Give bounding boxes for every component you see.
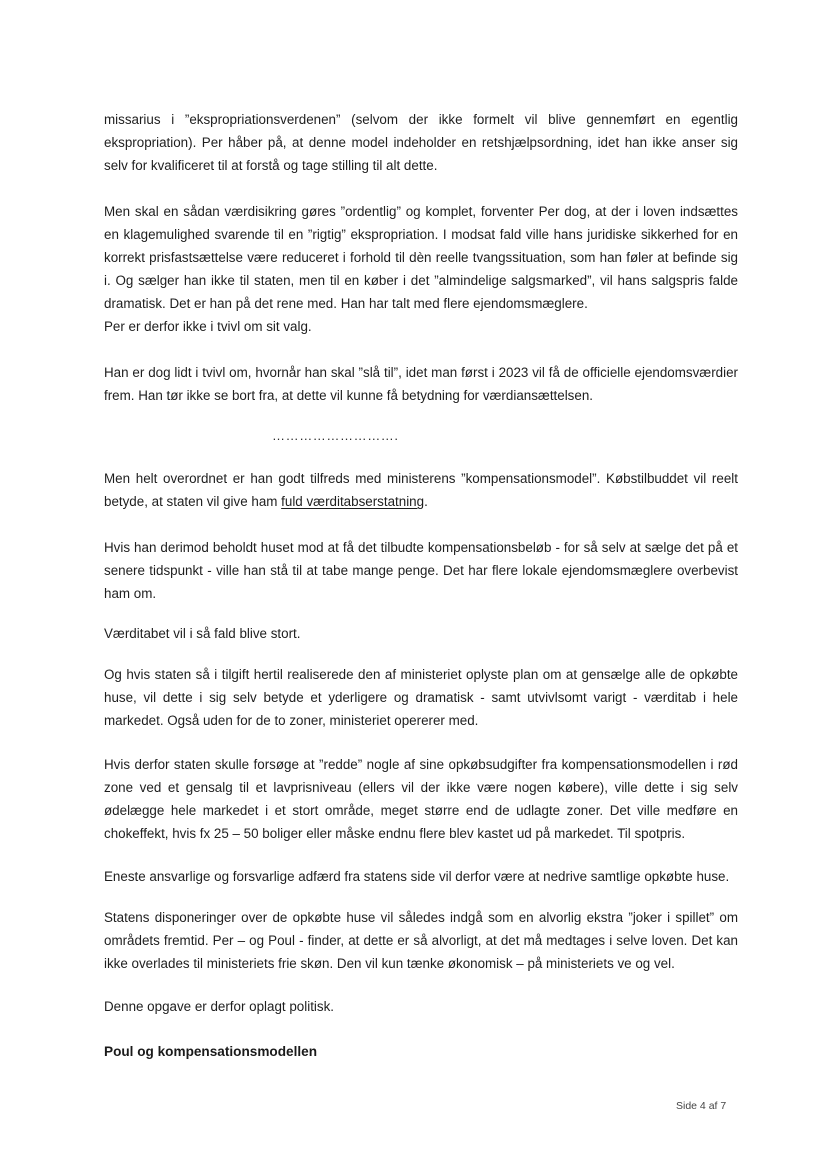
page-number: Side 4 af 7 [676,1100,727,1112]
paragraph-5: Hvis han derimod beholdt huset mod at få det tilbudte kompensationsbeløb - for så selv at sælge det på et senere tidspunkt - ville han stå til at tabe mange penge. Det har flere lokale ejendomsmæglere overbevist ham om. [104,540,738,601]
paragraph-3: Han er dog lidt i tvivl om, hvornår han skal ”slå til”, idet man først i 2023 vil få de officielle ejendomsværdier frem. Han tør ikke se bort fra, at dette vil kunne få betydning for værdiansættelsen. [104,365,738,403]
paragraph-7: Og hvis staten så i tilgift hertil realiserede den af ministeriet oplyste plan om at gensælge alle de opkøbte huse, vil dette i sig selv betyde et yderligere og dramatisk - samt utvivlsomt varigt - værditab i hele markedet. Også uden for de to zoner, ministeriet opererer med. [104,667,738,728]
paragraph-10: Statens disponeringer over de opkøbte huse vil således indgå som en alvorlig ekstra ”joker i spillet” om områdets fremtid. Per – og Poul - finder, at dette er så alvorligt, at det må medtages i selve loven. Det kan ikke overlades til ministeriets frie skøn. Den vil kun tænke økonomisk – på ministeriets ve og vel. [104,910,738,971]
paragraph-4-end: . [424,494,428,509]
paragraph-6: Værditabet vil i så fald blive stort. [104,626,301,641]
paragraph-1: missarius i ”ekspropriationsverdenen” (selvom der ikke formelt vil blive gennemført en egentlig ekspropriation). Per håber på, at denne model indeholder en retshjælpsordning, idet han ikke anser sig selv for kvalificeret til at forstå og tage stilling til alt dette. [104,112,738,173]
paragraph-8: Hvis derfor staten skulle forsøge at ”redde” nogle af sine opkøbsudgifter fra kompensationsmodellen i rød zone ved et gensalg til et lavprisniveau (ellers vil der ikke være nogen købere), ville dette i sig selv ødelægge hele markedet i et stort område, meget større end de udlagte zoner. Det ville medføre en chokeffekt, hvis fx 25 – 50 boliger eller måske endnu flere blev kastet ud på markedet. Til spotpris. [104,757,738,841]
section-heading: Poul og kompensationsmodellen [104,1044,317,1059]
paragraph-2 [104,200,738,338]
paragraph-11: Denne opgave er derfor oplagt politisk. [104,999,335,1014]
paragraph-4 [104,467,738,513]
paragraph-9: Eneste ansvarlige og forsvarlige adfærd fra statens side vil derfor være at nedrive samtlige opkøbte huse. [104,869,730,884]
paragraph-2-conclusion: Per er derfor ikke i tvivl om sit valg. [104,319,312,334]
section-separator: ………………………. [272,428,399,443]
underlined-phrase: fuld værditabserstatning [281,494,425,509]
paragraph-4-text: Men helt overordnet er han godt tilfreds med ministerens ”kompensationsmodel”. Købstilbuddet vil reelt betyde, at staten vil give ham [104,471,738,509]
paragraph-2-main: Men skal en sådan værdisikring gøres ”ordentlig” og komplet, forventer Per dog, at der i loven indsættes en klagemulighed svarende til en ”rigtig” ekspropriation. I modsat fald ville hans juridiske sikkerhed for en korrekt prisfastsættelse være reduceret i forhold til dèn reelle tvangssituation, som han føler at befinde sig i. Og sælger han ikke til staten, men til en køber i det ”almindelige salgsmarked”, vil hans salgspris falde dramatisk. Det er han på det rene med. Han har talt med flere ejendomsmæglere. [104,204,738,311]
